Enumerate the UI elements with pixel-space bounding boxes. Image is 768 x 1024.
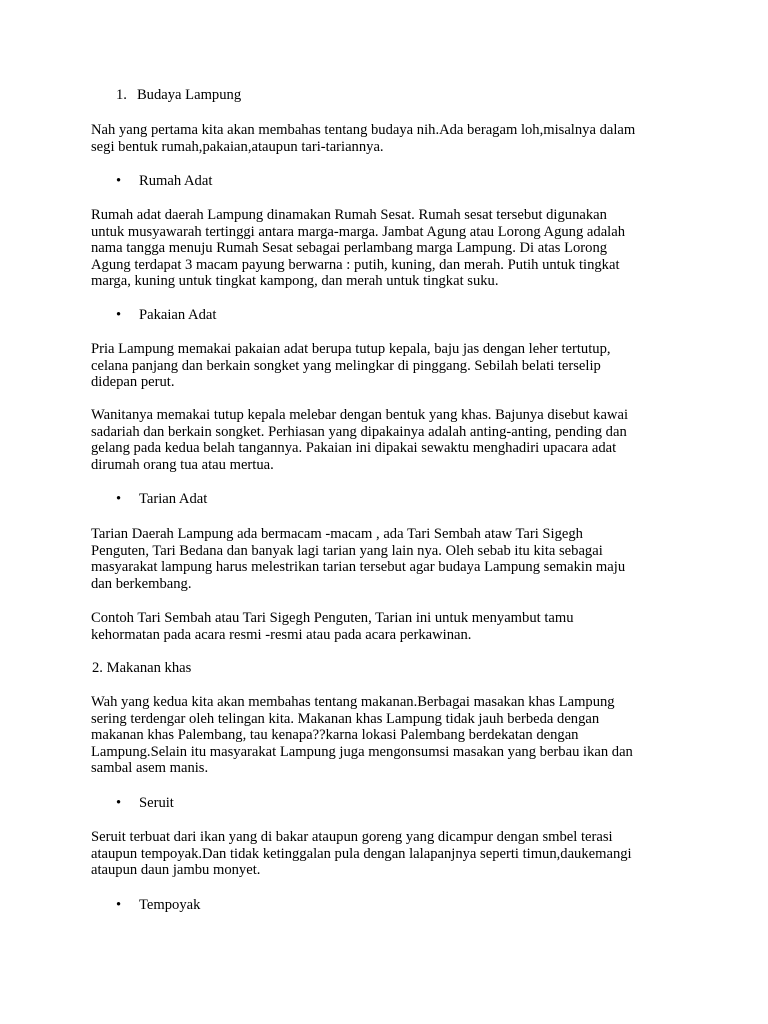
bullet-label: Pakaian Adat	[139, 307, 217, 323]
bullet-icon: •	[116, 491, 122, 507]
heading-label: Budaya Lampung	[136, 87, 242, 103]
bullet-icon: •	[116, 307, 122, 323]
paragraph-rumah-adat: Rumah adat daerah Lampung dinamakan Rumah Sesat. Rumah sesat tersebut digunakan untuk musyawarah tertinggi antara marga-marga. Jambat Agung atau Lorong Agung adalah nama tangga menuju Rumah Sesat sebagai perlambang marga Lampung. Di atas Lorong Agung terdapat 3 macam payung berwarna : putih, kuning, dan merah. Putih untuk tingkat marga, kuning untuk tingkat kampong, dan merah untuk tingkat suku.	[91, 207, 626, 289]
paragraph-makanan: Wah yang kedua kita akan membahas tentang makanan.Berbagai masakan khas Lampung sering terdengar oleh telingan kita. Makanan khas Lampung tidak jauh berbeda dengan makanan khas Palembang, tau kenapa??karna lokasi Palembang berdekatan dengan Lampung.Selain itu masyarakat Lampung juga mengonsumsi masakan yang berbau ikan dan sambal asem manis.	[91, 694, 633, 776]
paragraph-pakaian-pria: Pria Lampung memakai pakaian adat berupa tutup kepala, baju jas dengan leher tertutup, celana panjang dan berkain songket yang melingkar di pinggang. Sebilah belati terselip didepan perut.	[91, 341, 611, 390]
paragraph-seruit: Seruit terbuat dari ikan yang di bakar ataupun goreng yang dicampur dengan smbel terasi ataupun tempoyak.Dan tidak ketinggalan pula dengan lalapanjnya seperti timun,daukemangi ataupun daun jambu monyet.	[91, 829, 632, 878]
heading-budaya-lampung	[116, 87, 241, 104]
paragraph-intro-budaya: Nah yang pertama kita akan membahas tentang budaya nih.Ada beragam loh,misalnya dalam segi bentuk rumah,pakaian,ataupun tari-tariannya.	[91, 122, 636, 155]
bullet-label: Rumah Adat	[139, 173, 213, 189]
heading-number: 1.	[116, 87, 127, 103]
paragraph-pakaian-wanita: Wanitanya memakai tutup kepala melebar dengan bentuk yang khas. Bajunya disebut kawai sadariah dan berkain songket. Perhiasan yang dipakainya adalah anting-anting, pending dan gelang pada kedua belah tangannya. Pakaian ini dipakai sewaktu menghadiri upacara adat dirumah orang tua atau mertua.	[91, 407, 628, 473]
bullet-icon: •	[116, 795, 122, 811]
paragraph-tarian-adat: Tarian Daerah Lampung ada bermacam -macam , ada Tari Sembah ataw Tari Sigegh Penguten, Tari Bedana dan banyak lagi tarian yang lain nya. Oleh sebab itu kita sebagai masyarakat lampung harus melestrikan tarian tersebut agar budaya Lampung semakin maju dan berkembang.	[91, 526, 626, 592]
bullet-label: Tarian Adat	[139, 491, 208, 507]
bullet-icon: •	[116, 897, 122, 913]
heading-makanan-khas: 2. Makanan khas	[92, 660, 192, 676]
bullet-label: Tempoyak	[139, 897, 201, 913]
paragraph-tari-sembah: Contoh Tari Sembah atau Tari Sigegh Penguten, Tarian ini untuk menyambut tamu kehormatan pada acara resmi -resmi atau pada acara perkawinan.	[91, 610, 574, 643]
bullet-label: Seruit	[139, 795, 174, 811]
bullet-icon: •	[116, 173, 122, 189]
